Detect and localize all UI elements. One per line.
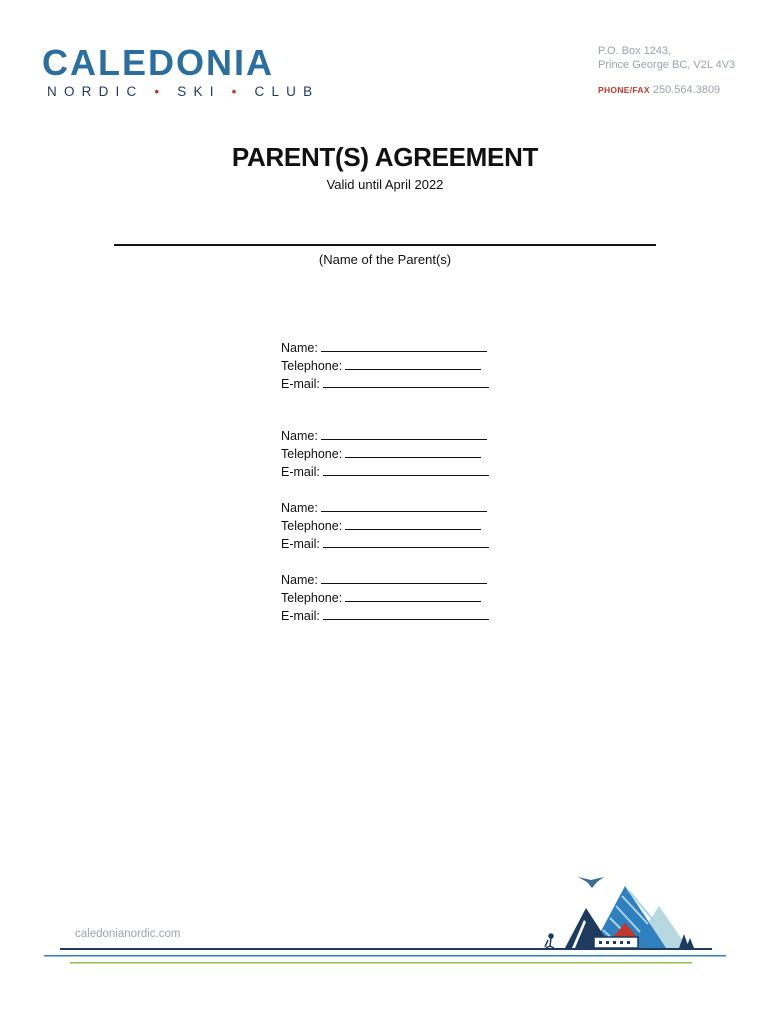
name-label: Name: [281,429,318,443]
email-field[interactable] [323,535,489,548]
name-field[interactable] [321,339,487,352]
club-logo [42,42,320,100]
phone-number: 250.564.3809 [652,84,721,96]
name-field[interactable] [321,499,487,512]
footer-rule-navy [60,948,712,950]
parent-name-line[interactable] [114,244,656,246]
phone-row [598,83,735,97]
name-field[interactable] [321,427,487,440]
parent-name-caption: (Name of the Parent(s) [318,252,452,267]
footer-rule-green [70,962,692,964]
telephone-label: Telephone: [281,447,343,461]
skier-icon [545,934,554,948]
contact-block-2 [281,427,489,481]
contact-name-row [281,571,489,589]
logo-tag-separator: • [154,84,167,99]
name-label: Name: [281,573,318,587]
telephone-field[interactable] [345,445,481,458]
name-label: Name: [281,501,318,515]
address-line-2: Prince George BC, V2L 4V3 [598,59,736,71]
contact-telephone-row [281,357,489,375]
contact-name-row [281,427,489,445]
contact-telephone-row [281,517,489,535]
logo-tag-nordic: NORDIC [47,84,144,99]
contact-email-row [281,607,489,625]
logo-wordmark: CALEDONIA [42,42,274,83]
email-label: E-mail: [281,609,320,623]
address-block [598,44,735,97]
telephone-field[interactable] [345,517,481,530]
email-field[interactable] [323,375,489,388]
telephone-label: Telephone: [281,519,343,533]
contact-telephone-row [281,589,489,607]
email-field[interactable] [323,463,489,476]
contact-email-row [281,535,489,553]
telephone-field[interactable] [345,357,481,370]
contact-email-row [281,375,489,393]
bird-icon [578,877,604,888]
logo-tagline [47,84,319,100]
email-label: E-mail: [281,537,320,551]
email-label: E-mail: [281,465,320,479]
logo-tag-ski: SKI [177,84,221,99]
footer-rule-blue [44,955,726,957]
name-label: Name: [281,341,318,355]
telephone-label: Telephone: [281,359,343,373]
address-line-1: P.O. Box 1243, [598,45,672,57]
telephone-field[interactable] [345,589,481,602]
contact-block-4 [281,571,489,625]
document-subtitle: Valid until April 2022 [326,177,444,192]
footer-mountain-art [0,860,770,980]
phone-label: PHONE/FAX [598,85,650,95]
name-field[interactable] [321,571,487,584]
contact-block-1 [281,339,489,393]
email-field[interactable] [323,607,489,620]
contact-name-row [281,499,489,517]
telephone-label: Telephone: [281,591,343,605]
logo-tag-club: CLUB [254,84,320,99]
contact-block-3 [281,499,489,553]
contact-name-row [281,339,489,357]
contact-email-row [281,463,489,481]
contact-telephone-row [281,445,489,463]
footer-website: caledonianordic.com [75,928,181,940]
email-label: E-mail: [281,377,320,391]
document-title: PARENT(S) AGREEMENT [231,142,539,172]
logo-tag-separator: • [231,84,244,99]
